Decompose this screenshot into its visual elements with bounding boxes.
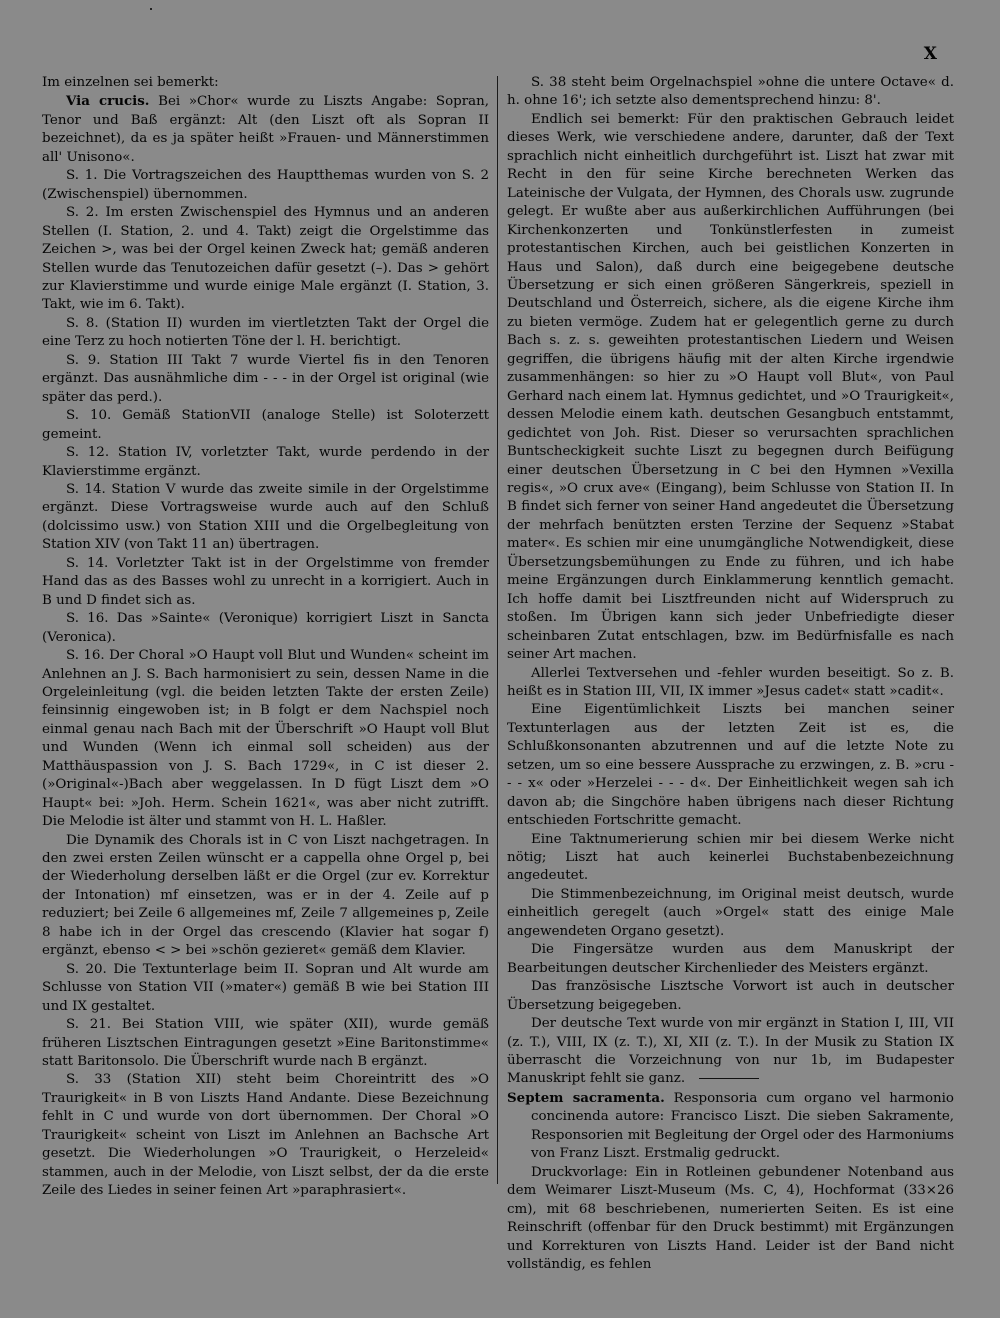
paragraph [42,204,489,315]
right-text-column [507,74,954,1274]
paragraph [42,92,489,167]
column-divider [497,76,498,1184]
section-end-rule [699,1078,759,1079]
paragraph-text: S. 14. Station V wurde das zweite simile in der Orgelstimme ergänzt. Diese Vortragsweise wurde auch auf den Schluß (dolcissimo usw.) von Station XIII und die Orgelbegleitung von Station XIV (von Takt 11 an) übertragen. [42,481,489,553]
paragraph-text: S. 1. Die Vortragszeichen des Hauptthemas wurden von S. 2 (Zwischenspiel) übernommen. [42,168,489,202]
paragraph [507,941,954,978]
paragraph-text: Die Dynamik des Chorals ist in C von Liszt nachgetragen. In den zwei ersten Zeilen wünscht er a cappella ohne Orgel p, bei der Wiederholung derselben läßt er die Orgel (zur ev. Korrektur der Intonation) mf einsetzen, was er in der 4. Zeile auf p reduziert; bei Zeile 6 allgemeines mf, Zeile 7 allgemeines p, Zeile 8 habe ich in der Orgel das crescendo (Klavier hat sogar f) ergänzt, ebenso < > bei »schön gezieret« gemäß dem Klavier. [42,832,489,959]
paragraph-text: S. 10. Gemäß StationVII (analoge Stelle) ist Soloterzett gemeint. [42,408,489,442]
paragraph-text: Die Stimmenbezeichnung, im Original meist deutsch, wurde einheitlich geregelt (auch »Orgel« statt des einige Male angewendeten Organo gesetzt). [507,886,954,939]
paragraph [42,407,489,444]
paragraph [507,1089,954,1164]
paragraph-text: S. 8. (Station II) wurden im viertletzten Takt der Orgel die eine Terz zu hoch notierten Töne der l. H. berichtigt. [42,315,489,350]
paragraph [507,831,954,886]
paragraph-text: Allerlei Textversehen und -fehler wurden beseitigt. So z. B. heißt es in Station III, VII, IX immer »Jesus cadet« statt »cadit«. [507,665,954,699]
speck-mark [150,8,152,10]
paragraph-text: Das französische Lisztsche Vorwort ist auch in deutscher Übersetzung beigegeben. [507,979,954,1013]
paragraph [42,315,489,352]
paragraph [42,352,489,407]
paragraph [507,701,954,830]
paragraph-text: S. 33 (Station XII) steht beim Choreintritt des »O Traurigkeit« in B von Liszts Hand Andante. Diese Bezeichnung fehlt in C und wurde von dort übernommen. Der Choral »O Traurigkeit« scheint von Liszt im Anlehnen an Bachsche Art gesetzt. Die Wiederholungen »O Traurigkeit, o Herzeleid« stammen, auch in der Melodie, von Liszt selbst, der da die erste Zeile des Liedes in seiner feinen Art »paraphrasiert«. [42,1072,489,1199]
paragraph-text: S. 20. Die Textunterlage beim II. Sopran und Alt wurde am Schlusse von Station VII (»mater«) gemäß B wie bei Station III und IX gestaltet. [42,961,489,1014]
paragraph [42,1071,489,1200]
section-heading: Septem sacramenta. [507,1089,665,1106]
paragraph-text: Die Fingersätze wurden aus dem Manuskript der Bearbeitungen deutscher Kirchenlieder des Meisters ergänzt. [507,942,954,976]
paragraph [507,1164,954,1275]
paragraph [42,832,489,961]
paragraph-text: S. 16. Der Choral »O Haupt voll Blut und Wunden« scheint im Anlehnen an J. S. Bach harmonisiert zu sein, dessen Name in die Orgeleinleitung (vgl. die beiden letzten Takte der ersten Zeile) feinsinnig eingewoben ist; in B folgt er dem Nachspiel noch einmal genau nach Bach mit der Überschrift »O Haupt voll Blut und Wunden (Wenn ich einmal soll scheiden) aus der Matthäuspassion von J. S. Bach 1729«, in C ist dieser 2. (»Original«-)Bach aber weggelassen. In D fügt Liszt dem »O Haupt« bei: »Joh. Herm. Schein 1621«, was aber nicht zutrifft. Die Melodie ist älter und stammt von H. L. Haßler. [42,648,489,830]
paragraph [42,481,489,555]
paragraph-text: S. 14. Vorletzter Takt ist in der Orgelstimme von fremder Hand das as des Basses wohl zu unrecht in a korrigiert. Auch in B und D findet sich as. [42,555,489,608]
paragraph-text: Eine Taktnumerierung schien mir bei diesem Werke nicht nötig; Liszt hat auch keinerlei Buchstabenbezeichnung angedeutet. [507,831,954,884]
paragraph [42,167,489,204]
paragraph [42,555,489,610]
paragraph [42,647,489,832]
paragraph-text: Eine Eigentümlichkeit Liszts bei manchen seiner Textunterlagen aus der letzten Zeit ist es, die Schlußkonsonanten abzutrennen und auf die letzte Note zu setzen, um so eine bessere Aussprache zu erzwingen, z. B. »cru - - - x« oder »Herzelei - - - d«. Der Einheitlichkeit wegen sah ich davon ab; die Singchöre haben übrigens nach dieser Richtung entschieden Fortschritte gemacht. [507,702,954,829]
paragraph [507,111,954,665]
paragraph [42,610,489,647]
paragraph-text: S. 21. Bei Station VIII, wie später (XII), wurde gemäß früheren Lisztschen Eintragungen gesetzt »Eine Baritonstimme« statt Baritonsolo. Die Überschrift wurde nach B ergänzt. [42,1017,489,1070]
paragraph-text: S. 2. Im ersten Zwischenspiel des Hymnus und an anderen Stellen (I. Station, 2. und 4. Takt) zeigt die Orgelstimme das Zeichen >, was bei der Orgel keinen Zweck hat; gemäß anderen Stellen wurde das Tenutozeichen dafür gesetzt (–). Das > gehört zur Klavierstimme und wurde einige Male ergänzt (I. Station, 3. Takt, wie im 6. Takt). [42,205,489,313]
paragraph [507,1015,954,1089]
paragraph [42,961,489,1016]
paragraph [507,886,954,941]
paragraph-text: Der deutsche Text wurde von mir ergänzt in Station I, III, VII (z. T.), VIII, IX (z. T.), XI, XII (z. T.). In der Musik zu Station IX überrascht die Vorzeichnung von nur 1b, im Budapester Manuskript fehlt sie ganz. [507,1016,954,1087]
paragraph [42,444,489,481]
paragraph-text: Endlich sei bemerkt: Für den praktischen Gebrauch leidet dieses Werk, wie verschiedene andere, darunter, daß der Text sprachlich nicht einheitlich durchgeführt ist. Liszt hat zwar mit Recht in den für seine Kirche berechneten Werken das Lateinische der Vulgata, der Hymnen, des Chorals usw. zugrunde gelegt. Er wußte aber aus außerkirchlichen Aufführungen (bei Kirchenkonzerten und Tonkünstlerfesten in zumeist protestantischen Kirchen, auch bei geistlichen Konzerten in Haus und Salon), daß durch eine beigegebene deutsche Übersetzung er sich einen größeren Sängerkreis, speziell in Deutschland und Österreich, sichere, als die eigene Kirche ihm zu bieten vermöge. Zudem hat er gelegentlich gerne zu durch Bach s. z. s. geweihten protestantischen Liedern und Weisen gegriffen, die übrigens häufig mit der alten Kirche irgendwie zusammenhängen: so hier zu »O Haupt voll Blut«, von Paul Gerhard nach einem lat. Hymnus gedichtet, und »O Traurigkeit«, dessen Melodie einem kath. deutschen Gesangbuch entstammt, gedichtet von Joh. Rist. Dieser so verursachten sprachlichen Buntscheckigkeit suchte Liszt zu begegnen durch Beifügung einer deutschen Übersetzung in C bei den Hymnen »Vexilla regis«, »O crux ave« (Eingang), beim Schlusse von Station II. In B findet sich ferner von seiner Hand angedeutet die Übersetzung der mehrfach benützten ersten Terzine der Sequenz »Stabat mater«. Es schien mir eine unumgängliche Notwendigkeit, diese Übersetzungsbemühungen zu Ende zu führen, und ich habe meine Ergänzungen durch Einklammerung kenntlich gemacht. Ich hoffe damit bei Lisztfreunden nicht auf Widerspruch zu stoßen. Im Übrigen kann sich jeder Unbefriedigte dieser scheinbaren Zutat entschlagen, bzw. im Bedürfnisfalle es nach seiner Art machen. [507,111,954,663]
paragraph-text: Bei »Chor« wurde zu Liszts Angabe: Sopran, Tenor und Baß ergänzt: Alt (den Liszt oft als Sopran II bezeichnet), da es ja später heißt »Frauen- und Männerstimmen all' Unisono«. [42,94,489,165]
paragraph [507,665,954,702]
paragraph [507,74,954,111]
paragraph [507,978,954,1015]
paragraph-text: S. 12. Station IV, vorletzter Takt, wurde perdendo in der Klavierstimme ergänzt. [42,445,489,479]
paragraph [42,74,489,92]
left-text-column [42,74,489,1201]
paragraph-text: Im einzelnen sei bemerkt: [42,75,219,90]
paragraph-text: S. 9. Station III Takt 7 wurde Viertel fis in den Tenoren ergänzt. Das ausnähmliche dim - - - in der Orgel ist original (wie später das perd.). [42,352,489,405]
paragraph [42,1016,489,1071]
paragraph-text: Responsoria cum organo vel harmonio concinenda autore: Francisco Liszt. Die sieben Sakramente, Responsorien mit Begleitung der Orgel oder des Harmoniums von Franz Liszt. Erstmalig gedruckt. [531,1090,954,1162]
paragraph-text: Druckvorlage: Ein in Rotleinen gebundener Notenband aus dem Weimarer Liszt-Museum (Ms. C, 4), Hochformat (33×26 cm), mit 68 beschriebenen, numerierten Seiten. Es ist eine Reinschrift (offenbar für den Druck bestimmt) mit Ergänzungen und Korrekturen von Liszts Hand. Leider ist der Band nicht vollständig, es fehlen [507,1164,954,1272]
section-heading: Via crucis. [66,93,150,110]
paragraph-text: S. 38 steht beim Orgelnachspiel »ohne die untere Octave« d. h. ohne 16'; ich setzte also dementsprechend hinzu: 8'. [507,75,954,109]
page-number: X [923,44,938,64]
paragraph-text: S. 16. Das »Sainte« (Veronique) korrigiert Liszt in Sancta (Veronica). [42,611,489,645]
